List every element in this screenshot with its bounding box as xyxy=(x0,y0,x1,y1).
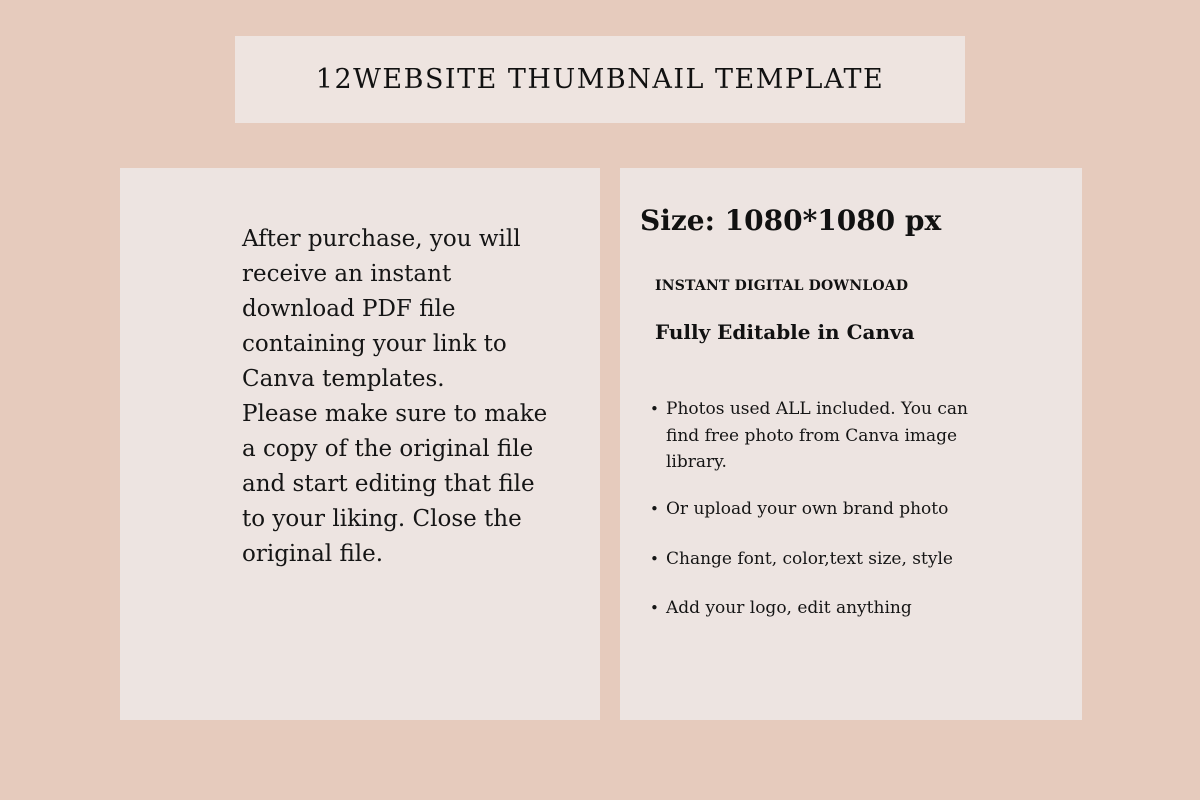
feature-text: Photos used ALL included. You can find free photo from Canva image library. xyxy=(666,399,968,472)
feature-list xyxy=(650,396,980,621)
purchase-paragraph: After purchase, you will receive an instant download PDF file containing your link to Canva templates. xyxy=(242,226,521,392)
bullet-icon: • xyxy=(650,550,659,568)
product-details-panel xyxy=(620,168,1082,720)
feature-text: Change font, color,text size, style xyxy=(666,549,953,569)
bullet-icon: • xyxy=(650,499,659,518)
page-title: 12WEBSITE THUMBNAIL TEMPLATE xyxy=(315,64,885,95)
purchase-info-panel xyxy=(120,168,600,720)
download-label: INSTANT DIGITAL DOWNLOAD xyxy=(655,278,909,294)
title-banner xyxy=(235,36,965,123)
list-item xyxy=(650,595,980,622)
feature-text: Add your logo, edit anything xyxy=(666,597,912,618)
bullet-icon: • xyxy=(650,598,659,617)
feature-text: Or upload your own brand photo xyxy=(666,498,949,519)
purchase-instructions xyxy=(242,222,552,572)
copy-instructions-paragraph: Please make sure to make a copy of the original file and start editing that file to your liking. Close the original file. xyxy=(242,401,548,567)
size-heading: Size: 1080*1080 px xyxy=(640,204,942,237)
list-item xyxy=(650,496,980,523)
list-item xyxy=(650,396,980,476)
list-item xyxy=(650,546,980,573)
bullet-icon: • xyxy=(650,400,659,418)
editable-label: Fully Editable in Canva xyxy=(655,320,915,344)
